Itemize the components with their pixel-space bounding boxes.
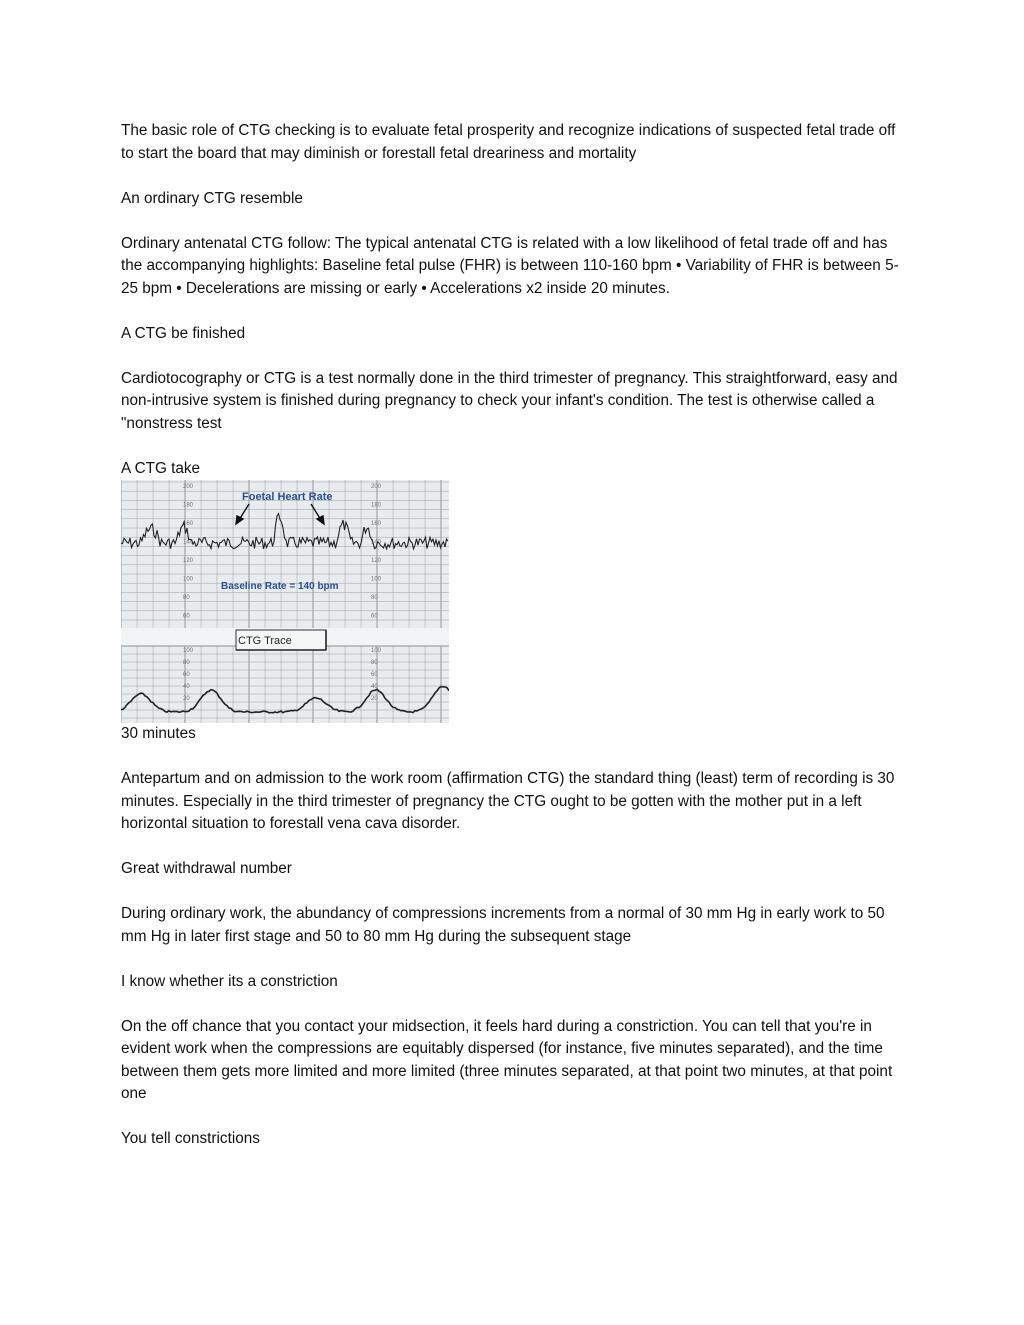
paragraph-duration: 30 minutes — [121, 725, 196, 742]
toco-tick-label: 100 — [371, 648, 382, 654]
paragraph-heading-withdrawal: Great withdrawal number — [121, 860, 292, 877]
fhr-tick-label: 80 — [371, 595, 378, 601]
fhr-tick-label: 60 — [183, 613, 190, 620]
fhr-tick-label: 100 — [371, 576, 382, 583]
fhr-tick-label: 140 — [371, 539, 382, 546]
toco-tick-label: 80 — [183, 660, 190, 666]
toco-tick-label: 40 — [371, 684, 378, 690]
paragraph-ordinary-work: During ordinary work, the abundancy of compressions increments from a normal of 30 mm Hg in early work to 50 mm Hg in later first stage and 50 to 80 mm Hg during the subsequent stage — [121, 905, 885, 945]
toco-tick-label: 100 — [183, 648, 194, 654]
ctg-trace-svg — [121, 480, 449, 723]
fhr-tick-label: 180 — [371, 502, 382, 509]
document-body — [121, 120, 911, 1151]
ctg-trace-image — [121, 480, 449, 723]
fhr-tick-label: 200 — [371, 484, 382, 490]
fhr-tick-label: 160 — [371, 521, 382, 527]
paragraph-heading-ordinary-ctg: An ordinary CTG resemble — [121, 189, 303, 207]
paragraph-heading-constriction: I know whether its a constriction — [121, 972, 338, 990]
baseline-rate-label: Baseline Rate = 140 bpm — [221, 581, 339, 592]
toco-tick-label: 40 — [183, 684, 190, 690]
toco-tick-label: 60 — [183, 672, 190, 678]
fhr-tick-label: 180 — [183, 502, 194, 509]
paragraph-heading-tell-constrictions: You tell constrictions — [121, 1130, 260, 1147]
paragraph-heading-ctg-take: A CTG take — [121, 459, 201, 477]
paragraph-cardiotocography: Cardiotocography or CTG is a test normally done in the third trimester of pregnancy. This straightforward, easy and non-intrusive system is finished during pregnancy to check your infant's condition. The test is otherwise called a "nonstress test — [121, 369, 898, 432]
toco-tick-label: 20 — [183, 696, 190, 702]
fhr-tick-label: 100 — [183, 576, 194, 583]
paragraph-heading-ctg-finished: A CTG be finished — [121, 324, 246, 342]
paragraph-constriction-detail: On the off chance that you contact your midsection, it feels hard during a constriction. You can tell that you're in evident work when the compressions are equitably dispersed (for instance, five minutes separated), and the time between them gets more limited and more limited (three minutes separated, at that point two minutes, at that point one — [121, 1017, 893, 1102]
fhr-title-label: Foetal Heart Rate — [242, 491, 333, 503]
fhr-tick-label: 80 — [183, 595, 190, 601]
fhr-tick-label: 120 — [371, 558, 382, 564]
fhr-tick-label: 60 — [371, 613, 378, 620]
ctg-trace-label: CTG Trace — [238, 635, 292, 647]
paragraph-antepartum: Antepartum and on admission to the work room (affirmation CTG) the standard thing (least) term of recording is 30 minutes. Especially in the third trimester of pregnancy the CTG ought to be gotten with the mother put in a left horizontal situation to forestall vena cava disorder. — [121, 770, 895, 832]
fhr-tick-label: 140 — [183, 539, 194, 546]
paragraph-intro: The basic role of CTG checking is to evaluate fetal prosperity and recognize indications of suspected fetal trade off to start the board that may diminish or forestall fetal dreariness and mortality — [121, 122, 896, 162]
fhr-tick-label: 160 — [183, 521, 194, 527]
toco-tick-label: 20 — [371, 696, 378, 702]
toco-tick-label: 80 — [371, 660, 378, 666]
toco-tick-label: 60 — [371, 672, 378, 678]
fhr-tick-label: 200 — [183, 484, 194, 490]
paragraph-antenatal-ctg: Ordinary antenatal CTG follow: The typical antenatal CTG is related with a low likelihood of fetal trade off and has the accompanying highlights: Baseline fetal pulse (FHR) is between 110-160 bpm • Variability of FHR is between 5-25 bpm • Decelerations are missing or early • Accelerations x2 inside 20 minutes. — [121, 234, 899, 297]
fhr-tick-label: 120 — [183, 558, 194, 564]
